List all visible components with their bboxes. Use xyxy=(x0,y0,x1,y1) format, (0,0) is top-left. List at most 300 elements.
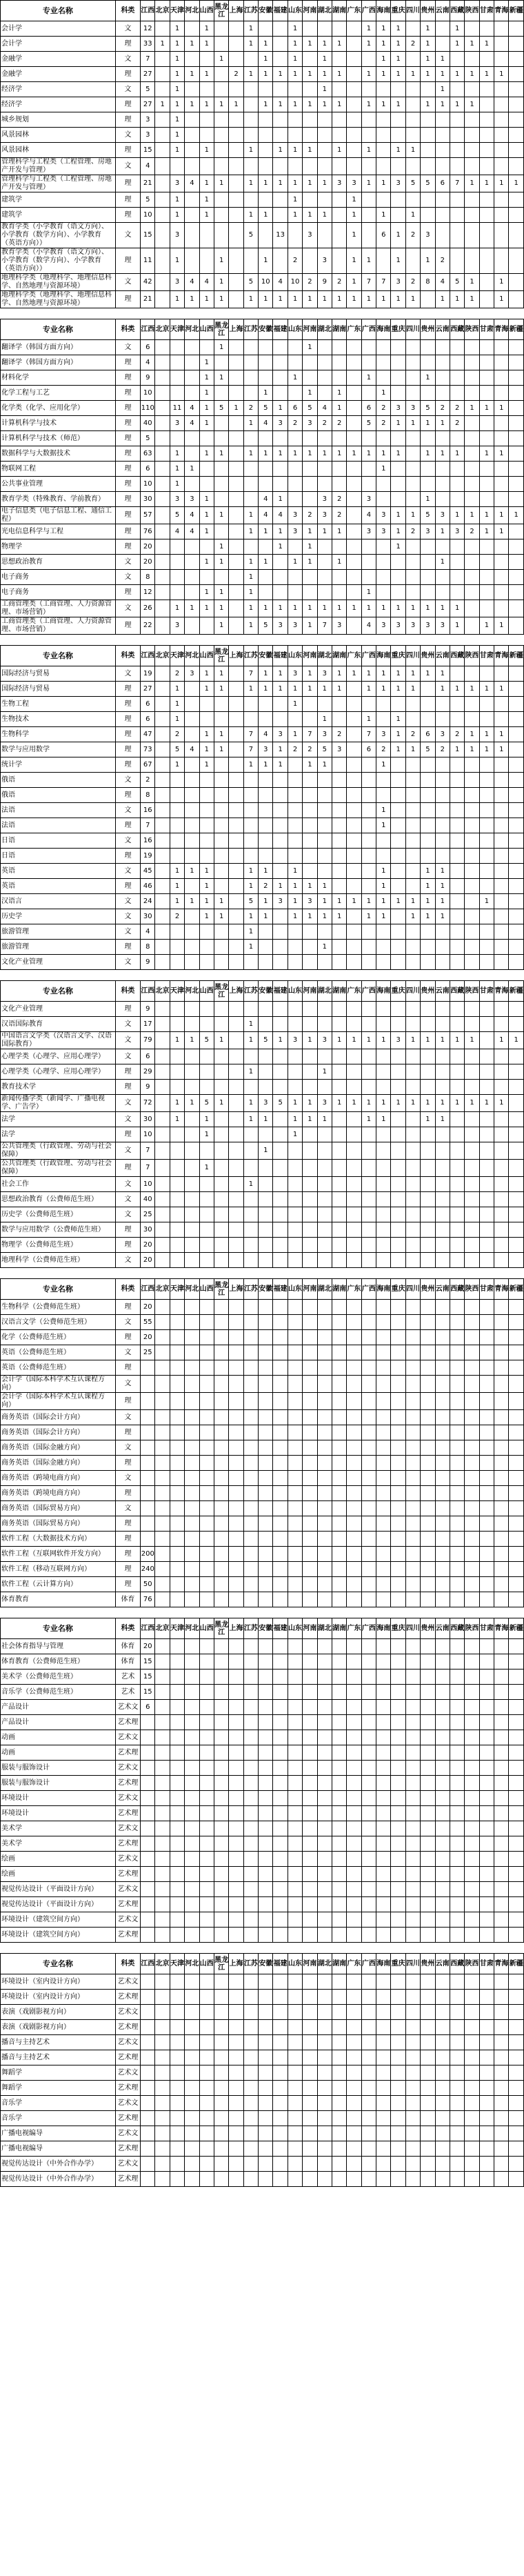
quota-cell xyxy=(435,1376,450,1393)
quota-cell xyxy=(494,1376,509,1393)
quota-cell xyxy=(317,1532,332,1547)
quota-cell: 1 xyxy=(214,52,228,67)
kind-cell: 艺术文 xyxy=(115,1821,140,1836)
quota-cell: 1 xyxy=(361,585,376,600)
quota-cell xyxy=(421,1776,435,1791)
kind-cell: 艺术理 xyxy=(115,1836,140,1852)
quota-cell xyxy=(259,788,273,803)
quota-cell xyxy=(229,909,243,924)
kind-cell: 文 xyxy=(115,894,140,909)
quota-cell: 1 xyxy=(243,291,258,308)
quota-cell xyxy=(494,1222,509,1238)
quota-cell xyxy=(243,788,258,803)
quota-cell xyxy=(361,2111,376,2126)
quota-cell xyxy=(259,773,273,788)
quota-cell xyxy=(509,446,524,462)
quota-cell xyxy=(288,2126,302,2141)
quota-cell xyxy=(170,1685,184,1700)
quota-cell xyxy=(479,1867,494,1882)
quota-cell xyxy=(361,773,376,788)
quota-cell xyxy=(376,128,391,143)
quota-cell xyxy=(479,112,494,128)
quota-cell xyxy=(435,192,450,208)
quota-cell: 1 xyxy=(421,666,435,682)
quota-cell xyxy=(376,2172,391,2187)
header-province: 陕西 xyxy=(465,981,479,1002)
quota-cell xyxy=(229,1360,243,1376)
quota-cell xyxy=(141,1852,155,1867)
quota-cell xyxy=(273,340,288,355)
quota-cell xyxy=(199,1253,214,1268)
quota-cell xyxy=(450,757,464,773)
quota-cell xyxy=(450,1897,464,1912)
quota-cell: 4 xyxy=(170,524,184,539)
quota-cell xyxy=(465,1127,479,1142)
quota-cell xyxy=(479,833,494,849)
quota-cell xyxy=(465,2081,479,2096)
major-name-cell: 管理科学与工程类（工程管理、房地产开发与管理） xyxy=(1,175,116,192)
quota-cell xyxy=(199,1238,214,1253)
quota-cell xyxy=(391,585,405,600)
quota-cell xyxy=(229,1376,243,1393)
table-row xyxy=(1,1064,524,1080)
quota-cell xyxy=(185,955,199,970)
quota-cell xyxy=(405,803,420,818)
table-row xyxy=(1,2111,524,2126)
quota-cell: 3 xyxy=(288,524,302,539)
quota-cell: 1 xyxy=(465,67,479,82)
quota-cell xyxy=(494,1207,509,1222)
quota-cell xyxy=(465,128,479,143)
quota-cell xyxy=(494,2065,509,2081)
quota-cell xyxy=(509,1017,524,1032)
quota-cell xyxy=(199,2005,214,2020)
quota-cell xyxy=(479,879,494,894)
quota-cell xyxy=(465,1376,479,1393)
quota-cell xyxy=(435,1345,450,1360)
quota-cell: 1 xyxy=(259,97,273,112)
header-province: 广东 xyxy=(347,1618,361,1639)
quota-cell xyxy=(332,924,346,940)
quota-cell: 1 xyxy=(185,462,199,477)
quota-cell xyxy=(509,712,524,727)
quota-cell xyxy=(155,446,170,462)
major-name-cell: 绘画 xyxy=(1,1852,116,1867)
quota-cell xyxy=(465,849,479,864)
quota-cell: 1 xyxy=(509,175,524,192)
quota-cell: 2 xyxy=(465,524,479,539)
major-name-cell: 视觉传达设计（平面设计方向） xyxy=(1,1897,116,1912)
kind-cell: 文 xyxy=(115,1112,140,1127)
quota-cell xyxy=(435,1974,450,1990)
quota-cell xyxy=(421,355,435,370)
table-row xyxy=(1,1127,524,1142)
quota-cell xyxy=(317,1393,332,1410)
quota-cell xyxy=(509,2065,524,2081)
quota-cell xyxy=(421,192,435,208)
table-row xyxy=(1,1562,524,1577)
quota-cell: 1 xyxy=(347,600,361,617)
quota-cell xyxy=(214,524,228,539)
quota-cell xyxy=(509,666,524,682)
quota-cell xyxy=(421,1160,435,1177)
quota-cell xyxy=(243,1791,258,1806)
quota-cell xyxy=(214,112,228,128)
quota-cell: 1 xyxy=(214,555,228,570)
quota-cell: 5 xyxy=(170,507,184,524)
quota-cell: 5 xyxy=(243,894,258,909)
quota-cell xyxy=(332,1562,346,1577)
quota-cell xyxy=(405,2172,420,2187)
quota-cell xyxy=(376,849,391,864)
quota-cell xyxy=(405,1315,420,1330)
quota-cell: 1 xyxy=(435,52,450,67)
quota-cell xyxy=(288,386,302,401)
quota-cell xyxy=(185,1974,199,1990)
quota-cell xyxy=(435,386,450,401)
quota-cell xyxy=(332,1017,346,1032)
quota-cell: 1 xyxy=(347,208,361,223)
table-row xyxy=(1,386,524,401)
quota-cell xyxy=(450,1562,464,1577)
quota-cell xyxy=(450,1685,464,1700)
quota-cell xyxy=(347,1654,361,1670)
quota-cell: 1 xyxy=(361,1095,376,1112)
quota-cell xyxy=(214,1486,228,1501)
quota-cell: 2 xyxy=(450,727,464,742)
major-name-cell: 翻译学（韩国方面方向） xyxy=(1,340,116,355)
table-row xyxy=(1,1238,524,1253)
quota-cell xyxy=(376,1776,391,1791)
quota-cell xyxy=(450,208,464,223)
header-province: 山东 xyxy=(288,1,302,21)
quota-cell: 1 xyxy=(243,570,258,585)
quota-cell xyxy=(214,2172,228,2187)
quota-cell xyxy=(376,773,391,788)
quota-cell xyxy=(185,1806,199,1821)
kind-cell: 理 xyxy=(115,431,140,446)
quota-cell xyxy=(509,248,524,274)
quota-cell xyxy=(185,1912,199,1928)
quota-cell xyxy=(259,1928,273,1943)
quota-cell xyxy=(450,1836,464,1852)
quota-cell xyxy=(229,1562,243,1577)
quota-cell xyxy=(435,1791,450,1806)
quota-cell: 4 xyxy=(141,355,155,370)
quota-cell xyxy=(243,1142,258,1160)
quota-cell xyxy=(229,1192,243,1207)
quota-cell xyxy=(421,1393,435,1410)
kind-cell: 文 xyxy=(115,833,140,849)
quota-cell xyxy=(421,82,435,97)
quota-cell: 1 xyxy=(303,879,317,894)
quota-cell xyxy=(391,1160,405,1177)
quota-cell xyxy=(259,1425,273,1440)
quota-cell xyxy=(465,818,479,833)
quota-cell xyxy=(199,2096,214,2111)
quota-cell xyxy=(465,192,479,208)
quota-cell xyxy=(479,666,494,682)
major-name-cell: 表演（戏剧影视方向） xyxy=(1,2020,116,2035)
quota-cell xyxy=(303,2096,317,2111)
quota-cell: 15 xyxy=(141,1685,155,1700)
quota-cell xyxy=(361,158,376,175)
quota-cell: 1 xyxy=(391,507,405,524)
quota-cell xyxy=(303,1836,317,1852)
quota-cell: 1 xyxy=(243,446,258,462)
quota-cell xyxy=(243,82,258,97)
quota-cell xyxy=(155,727,170,742)
quota-cell xyxy=(421,2050,435,2065)
quota-cell xyxy=(509,555,524,570)
quota-cell xyxy=(199,1002,214,1017)
quota-cell xyxy=(170,1501,184,1516)
quota-cell xyxy=(347,1330,361,1345)
quota-cell xyxy=(347,742,361,757)
quota-cell: 9 xyxy=(141,955,155,970)
quota-cell: 1 xyxy=(494,682,509,697)
quota-cell xyxy=(450,355,464,370)
quota-cell xyxy=(494,666,509,682)
quota-cell xyxy=(214,355,228,370)
quota-cell xyxy=(288,1897,302,1912)
quota-cell xyxy=(405,1867,420,1882)
kind-cell: 理 xyxy=(115,712,140,727)
quota-cell xyxy=(214,1300,228,1315)
quota-cell xyxy=(435,1360,450,1376)
quota-cell: 63 xyxy=(141,446,155,462)
quota-cell xyxy=(273,1821,288,1836)
quota-cell: 1 xyxy=(332,1095,346,1112)
quota-cell xyxy=(185,879,199,894)
quota-cell xyxy=(405,712,420,727)
quota-cell: 1 xyxy=(465,175,479,192)
quota-cell xyxy=(259,1562,273,1577)
quota-cell: 5 xyxy=(141,192,155,208)
quota-cell: 1 xyxy=(376,291,391,308)
quota-cell xyxy=(479,955,494,970)
quota-cell xyxy=(361,1486,376,1501)
quota-cell: 1 xyxy=(317,879,332,894)
quota-cell xyxy=(155,539,170,555)
table-row xyxy=(1,818,524,833)
quota-cell xyxy=(465,600,479,617)
header-province: 广东 xyxy=(347,319,361,340)
quota-cell xyxy=(479,1160,494,1177)
quota-cell xyxy=(494,386,509,401)
quota-cell: 7 xyxy=(303,727,317,742)
quota-cell xyxy=(214,818,228,833)
quota-cell xyxy=(479,1330,494,1345)
quota-cell xyxy=(509,1836,524,1852)
quota-cell xyxy=(199,248,214,274)
quota-cell xyxy=(199,1654,214,1670)
quota-cell xyxy=(155,600,170,617)
quota-cell xyxy=(214,1715,228,1730)
section-gap-cell xyxy=(1,1943,524,1954)
quota-cell xyxy=(303,82,317,97)
quota-cell xyxy=(391,492,405,507)
quota-cell xyxy=(391,2035,405,2050)
quota-cell xyxy=(494,1882,509,1897)
quota-cell xyxy=(155,1776,170,1791)
quota-cell xyxy=(332,940,346,955)
quota-cell xyxy=(405,1360,420,1376)
quota-cell xyxy=(155,833,170,849)
quota-cell xyxy=(229,386,243,401)
quota-cell xyxy=(259,370,273,386)
quota-cell xyxy=(465,431,479,446)
quota-cell xyxy=(332,2005,346,2020)
quota-cell: 2 xyxy=(288,416,302,431)
quota-cell: 1 xyxy=(332,1032,346,1049)
quota-cell xyxy=(303,112,317,128)
quota-cell xyxy=(229,291,243,308)
quota-cell: 1 xyxy=(273,97,288,112)
quota-cell xyxy=(229,1222,243,1238)
quota-cell xyxy=(465,1345,479,1360)
quota-cell xyxy=(155,1806,170,1821)
header-province: 福建 xyxy=(273,1954,288,1974)
quota-cell: 1 xyxy=(288,21,302,37)
quota-cell xyxy=(405,2050,420,2065)
quota-cell xyxy=(509,909,524,924)
quota-cell xyxy=(317,192,332,208)
quota-cell xyxy=(273,2035,288,2050)
quota-cell xyxy=(465,462,479,477)
quota-cell xyxy=(185,1049,199,1064)
quota-cell xyxy=(509,1486,524,1501)
quota-cell xyxy=(347,477,361,492)
header-province: 陕西 xyxy=(465,1,479,21)
quota-cell: 3 xyxy=(170,492,184,507)
major-name-cell: 产品设计 xyxy=(1,1715,116,1730)
quota-cell xyxy=(273,803,288,818)
quota-cell: 1 xyxy=(288,1127,302,1142)
quota-cell: 1 xyxy=(332,291,346,308)
quota-cell: 3 xyxy=(141,128,155,143)
quota-cell xyxy=(303,1425,317,1440)
quota-cell xyxy=(479,291,494,308)
quota-cell xyxy=(214,1928,228,1943)
kind-cell: 艺术文 xyxy=(115,1852,140,1867)
quota-cell xyxy=(214,1440,228,1456)
quota-cell xyxy=(450,158,464,175)
quota-cell xyxy=(317,773,332,788)
quota-cell xyxy=(405,112,420,128)
header-province: 江西 xyxy=(141,646,155,666)
quota-cell: 1 xyxy=(243,940,258,955)
quota-cell xyxy=(494,849,509,864)
header-province: 河北 xyxy=(185,1618,199,1639)
quota-cell: 1 xyxy=(303,666,317,682)
quota-cell xyxy=(332,1393,346,1410)
quota-cell xyxy=(214,2157,228,2172)
kind-cell: 艺术文 xyxy=(115,1730,140,1745)
header-province: 山西 xyxy=(199,1,214,21)
quota-cell xyxy=(509,1127,524,1142)
table-row xyxy=(1,1192,524,1207)
quota-cell xyxy=(361,1238,376,1253)
major-name-cell: 金融学 xyxy=(1,52,116,67)
quota-cell xyxy=(229,1990,243,2005)
quota-cell xyxy=(199,1700,214,1715)
quota-cell xyxy=(494,2050,509,2065)
quota-cell xyxy=(405,386,420,401)
header-province: 甘肃 xyxy=(479,1,494,21)
quota-cell xyxy=(479,370,494,386)
quota-cell: 1 xyxy=(214,446,228,462)
header-province: 西藏 xyxy=(450,981,464,1002)
quota-cell xyxy=(332,192,346,208)
quota-cell xyxy=(214,128,228,143)
quota-cell xyxy=(376,2081,391,2096)
quota-cell: 6 xyxy=(421,727,435,742)
table-row xyxy=(1,1990,524,2005)
quota-cell xyxy=(170,1315,184,1330)
quota-cell xyxy=(155,1393,170,1410)
header-province: 安徽 xyxy=(259,319,273,340)
quota-cell xyxy=(376,940,391,955)
major-name-cell: 视觉传达设计（平面设计方向） xyxy=(1,1882,116,1897)
quota-cell xyxy=(317,924,332,940)
quota-cell: 1 xyxy=(421,416,435,431)
quota-cell xyxy=(229,1080,243,1095)
quota-cell xyxy=(361,1730,376,1745)
quota-cell xyxy=(376,539,391,555)
quota-cell xyxy=(450,143,464,158)
quota-cell xyxy=(509,1222,524,1238)
quota-cell xyxy=(259,2005,273,2020)
quota-cell xyxy=(361,955,376,970)
quota-cell xyxy=(391,386,405,401)
quota-cell xyxy=(259,1882,273,1897)
quota-cell xyxy=(229,742,243,757)
quota-cell xyxy=(332,1064,346,1080)
quota-cell xyxy=(421,1080,435,1095)
quota-cell xyxy=(465,1761,479,1776)
quota-cell xyxy=(405,757,420,773)
quota-cell xyxy=(494,128,509,143)
kind-cell: 理 xyxy=(115,727,140,742)
quota-cell xyxy=(347,1253,361,1268)
table-row xyxy=(1,223,524,248)
quota-cell xyxy=(435,2111,450,2126)
major-name-cell: 动画 xyxy=(1,1745,116,1761)
quota-cell xyxy=(421,803,435,818)
table-row xyxy=(1,833,524,849)
quota-cell xyxy=(465,1410,479,1425)
quota-cell xyxy=(479,1562,494,1577)
quota-cell: 7 xyxy=(141,1142,155,1160)
quota-cell xyxy=(494,1017,509,1032)
quota-cell: 25 xyxy=(141,1345,155,1360)
quota-cell xyxy=(376,1080,391,1095)
quota-cell xyxy=(303,158,317,175)
quota-cell xyxy=(273,1112,288,1127)
quota-cell xyxy=(303,1393,317,1410)
major-name-cell: 物理学 xyxy=(1,539,116,555)
quota-cell xyxy=(229,1516,243,1532)
quota-cell xyxy=(361,1127,376,1142)
quota-cell: 1 xyxy=(376,818,391,833)
quota-cell xyxy=(347,1142,361,1160)
quota-cell xyxy=(259,1160,273,1177)
quota-cell: 4 xyxy=(185,274,199,291)
quota-cell xyxy=(243,2065,258,2081)
header-province: 黑龙江 xyxy=(214,1618,228,1639)
quota-cell xyxy=(199,773,214,788)
